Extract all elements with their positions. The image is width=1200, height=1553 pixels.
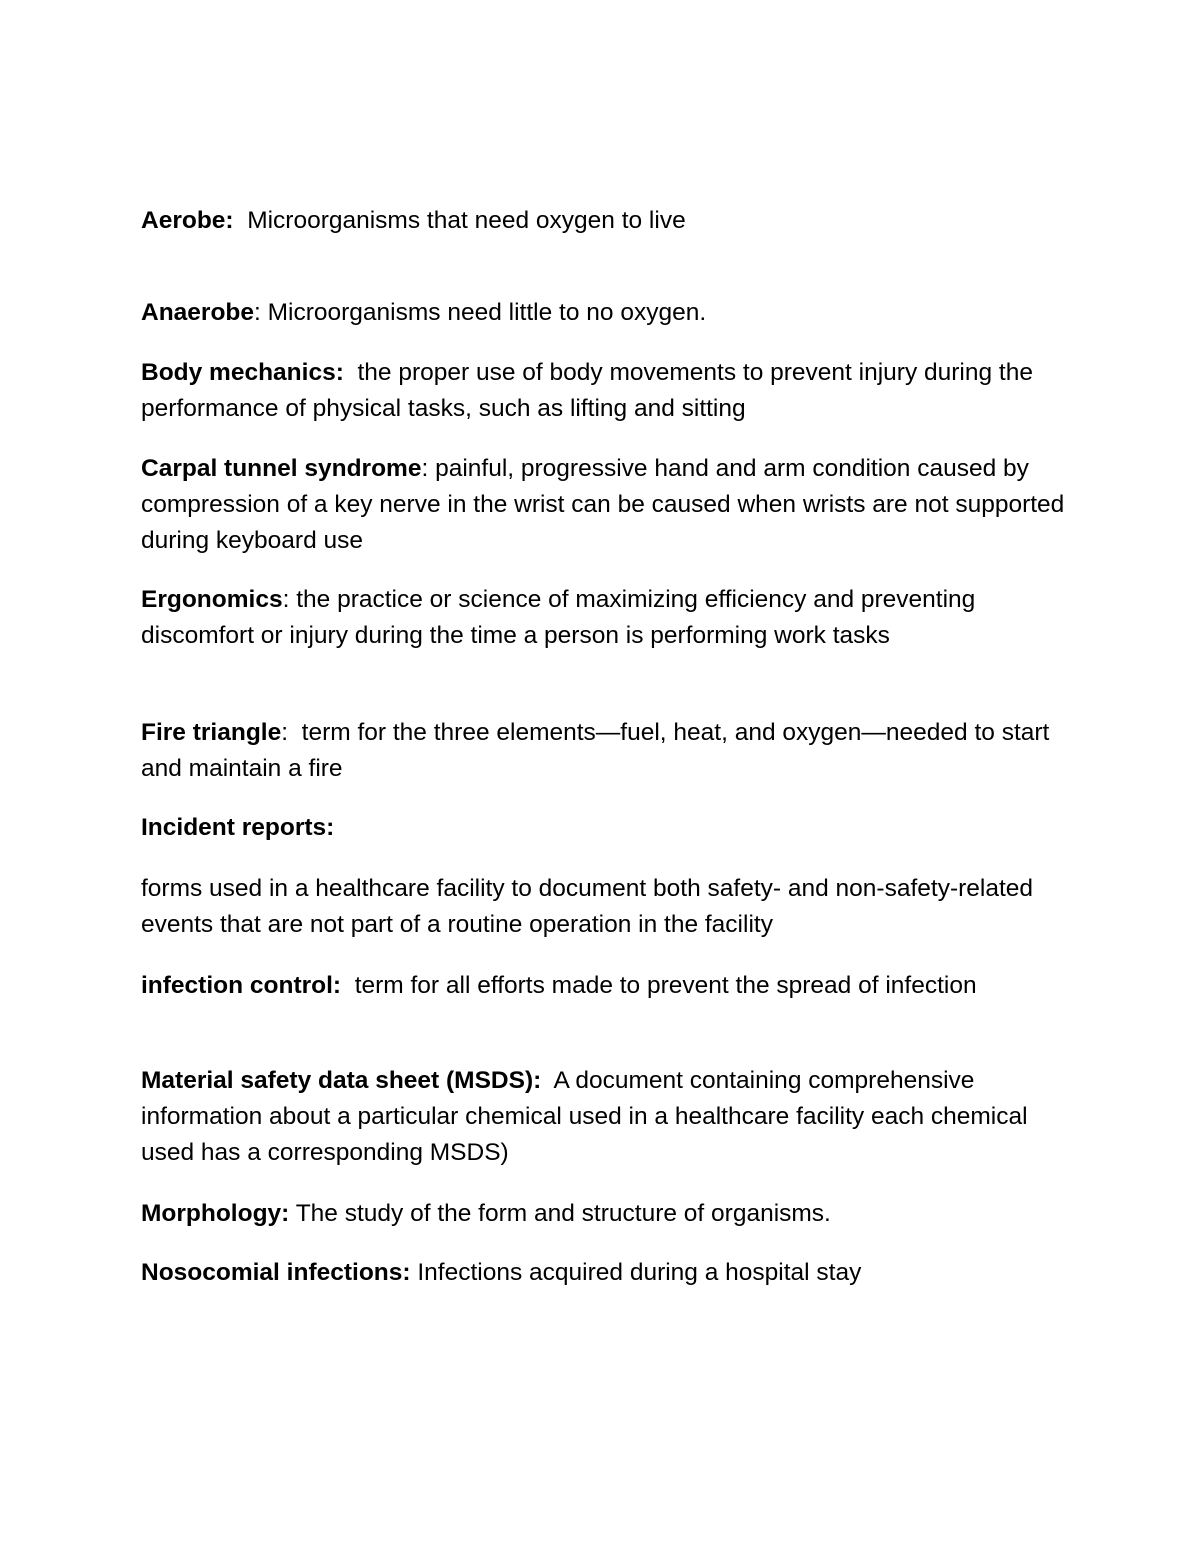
glossary-separator: : (254, 299, 261, 326)
glossary-term: Morphology: (141, 1200, 290, 1227)
glossary-definition: forms used in a healthcare facility to document both safety- and non-safety-related events that are not part of a routine operation in the facility (141, 875, 1040, 938)
glossary-entry-aerobe (141, 203, 1066, 239)
glossary-separator: : (421, 455, 429, 482)
glossary-entry-anaerobe (141, 295, 1066, 331)
glossary-entry-morphology (141, 1196, 1066, 1232)
glossary-term: Ergonomics (141, 586, 283, 613)
glossary-term: Anaerobe (141, 299, 255, 326)
glossary-definition: Infections acquired during a hospital stay (410, 1259, 862, 1286)
glossary-entry-body-mechanics (141, 355, 1066, 427)
glossary-definition: Microorganisms that need oxygen to live (233, 207, 686, 234)
glossary-definition: A document containing comprehensive information about a particular chemical used in a healthcare facility each chemical used has a corresponding MSDS) (141, 1067, 1035, 1166)
glossary-entry-ergonomics (141, 582, 1066, 654)
glossary-entry-carpal-tunnel-syndrome (141, 451, 1072, 559)
glossary-entry-msds (141, 1063, 1066, 1171)
glossary-definition: the practice or science of maximizing efficiency and preventing discomfort or injury during the time a person is performing work tasks (141, 586, 983, 649)
glossary-definition: Microorganisms need little to no oxygen. (260, 299, 707, 326)
glossary-entry-incident-reports-definition (141, 871, 1066, 943)
glossary-term: Body mechanics: (141, 359, 344, 386)
glossary-term: infection control: (141, 972, 342, 999)
glossary-term: Material safety data sheet (MSDS): (141, 1067, 542, 1094)
glossary-entry-nosocomial-infections (141, 1255, 1066, 1291)
glossary-separator: : (282, 586, 290, 613)
glossary-term: Incident reports: (141, 814, 335, 841)
glossary-term: Fire triangle (141, 719, 282, 746)
glossary-definition: The study of the form and structure of organisms. (289, 1200, 831, 1227)
glossary-separator: : (281, 719, 289, 746)
glossary-term: Aerobe: (141, 207, 234, 234)
glossary-definition: term for all efforts made to prevent the spread of infection (341, 972, 977, 999)
glossary-entry-incident-reports (141, 810, 1066, 846)
glossary-entry-fire-triangle (141, 715, 1066, 787)
glossary-definition: painful, progressive hand and arm condition caused by compression of a key nerve in the wrist can be caused when wrists are not supported during keyboard use (141, 455, 1072, 554)
glossary-definition: term for the three elements—fuel, heat, and oxygen—needed to start and maintain a fire (141, 719, 1057, 782)
glossary-entry-infection-control (141, 968, 1066, 1004)
glossary-term: Carpal tunnel syndrome (141, 455, 422, 482)
glossary-term: Nosocomial infections: (141, 1259, 411, 1286)
glossary-definition: the proper use of body movements to prevent injury during the performance of physical tasks, such as lifting and sitting (141, 359, 1040, 422)
